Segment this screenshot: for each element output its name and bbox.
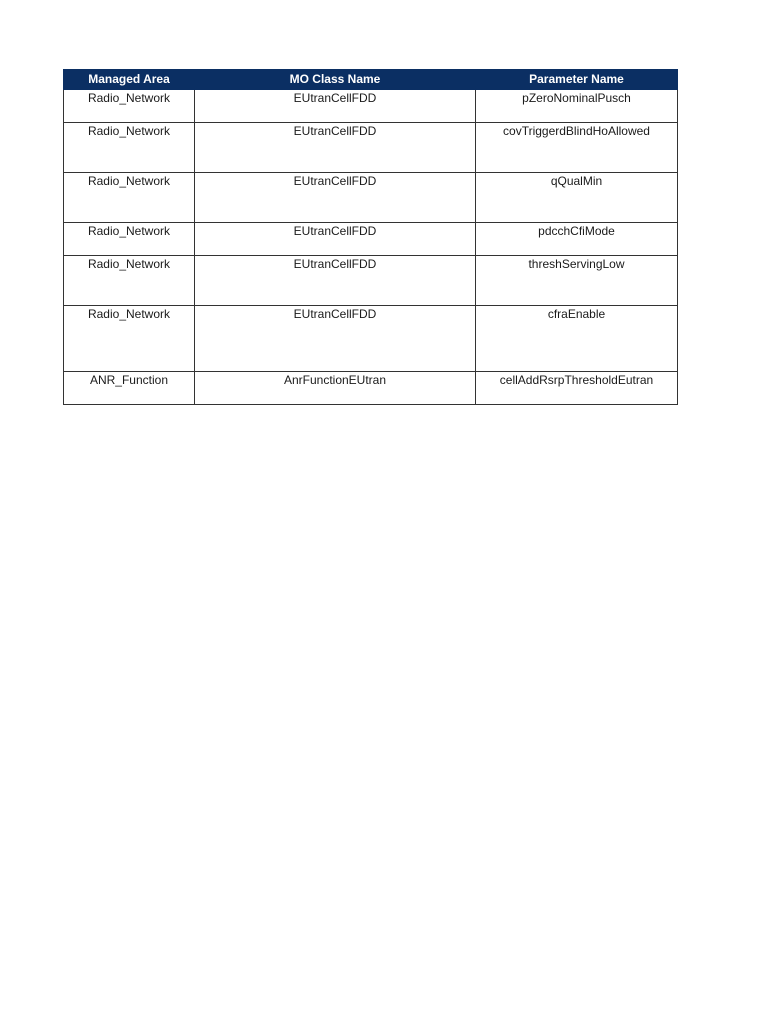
- parameter-table: [63, 69, 678, 405]
- cell-managed-area: Radio_Network: [64, 306, 195, 372]
- cell-managed-area: Radio_Network: [64, 90, 195, 123]
- header-managed-area: Managed Area: [64, 70, 195, 90]
- header-mo-class-name: MO Class Name: [195, 70, 476, 90]
- cell-managed-area: Radio_Network: [64, 256, 195, 306]
- cell-parameter-name: threshServingLow: [476, 256, 678, 306]
- table-row: [64, 223, 678, 256]
- table-row: [64, 306, 678, 372]
- table-row: [64, 90, 678, 123]
- table-body: [64, 90, 678, 405]
- cell-managed-area: ANR_Function: [64, 372, 195, 405]
- cell-parameter-name: qQualMin: [476, 173, 678, 223]
- header-row: [64, 70, 678, 90]
- cell-parameter-name: pdcchCfiMode: [476, 223, 678, 256]
- cell-mo-class-name: EUtranCellFDD: [195, 123, 476, 173]
- cell-mo-class-name: EUtranCellFDD: [195, 306, 476, 372]
- cell-parameter-name: cfraEnable: [476, 306, 678, 372]
- table-row: [64, 123, 678, 173]
- cell-mo-class-name: EUtranCellFDD: [195, 223, 476, 256]
- cell-managed-area: Radio_Network: [64, 223, 195, 256]
- cell-managed-area: Radio_Network: [64, 123, 195, 173]
- cell-parameter-name: covTriggerdBlindHoAllowed: [476, 123, 678, 173]
- cell-mo-class-name: EUtranCellFDD: [195, 90, 476, 123]
- table-row: [64, 372, 678, 405]
- table-row: [64, 173, 678, 223]
- cell-managed-area: Radio_Network: [64, 173, 195, 223]
- cell-parameter-name: cellAddRsrpThresholdEutran: [476, 372, 678, 405]
- cell-mo-class-name: AnrFunctionEUtran: [195, 372, 476, 405]
- cell-parameter-name: pZeroNominalPusch: [476, 90, 678, 123]
- table-row: [64, 256, 678, 306]
- cell-mo-class-name: EUtranCellFDD: [195, 256, 476, 306]
- table-header: [64, 70, 678, 90]
- cell-mo-class-name: EUtranCellFDD: [195, 173, 476, 223]
- header-parameter-name: Parameter Name: [476, 70, 678, 90]
